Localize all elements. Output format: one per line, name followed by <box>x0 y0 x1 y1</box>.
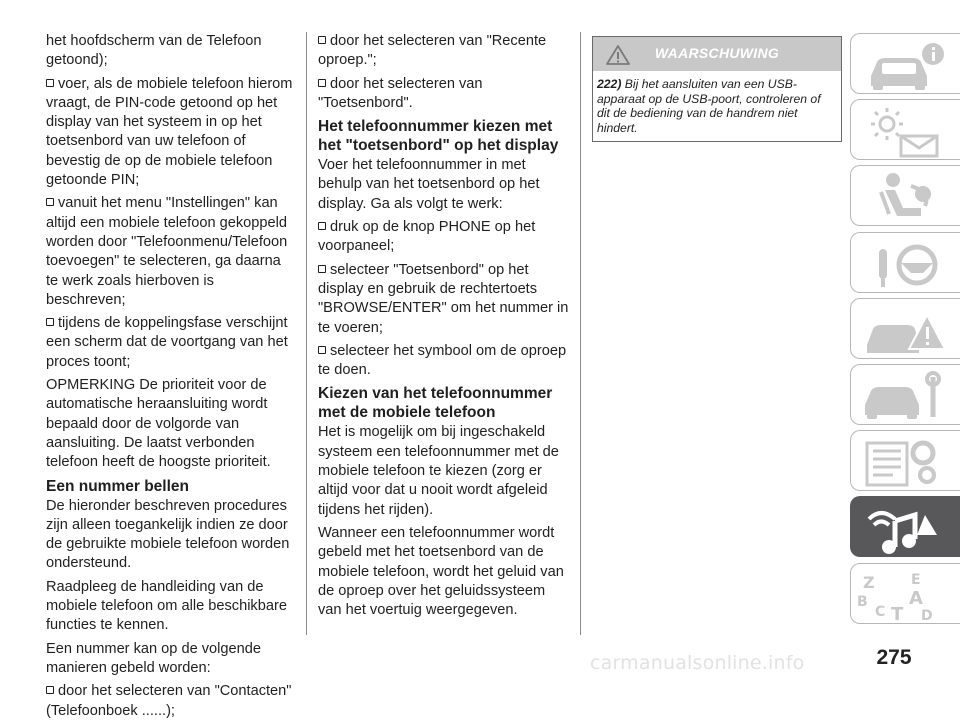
checkbox-bullet-icon <box>318 79 326 87</box>
warning-triangle-icon <box>605 44 631 71</box>
text: door het selecteren van "Recente oproep."; <box>318 33 547 69</box>
text: Voer het telefoonnummer in met behulp van het toetsenbord op het display. Ga als volgt te werk: <box>318 157 540 212</box>
text: tijdens de koppelingsfase verschijnt een scherm dat de voortgang van het proces toont; <box>46 315 288 370</box>
text: het hoofdscherm van de Telefoon getoond); <box>46 33 262 69</box>
bullet-item <box>46 75 296 191</box>
column-left <box>46 32 296 725</box>
text: Een nummer kan op de volgende manieren gebeld worden: <box>46 640 261 676</box>
chapter-tab[interactable] <box>850 165 960 226</box>
svg-text:Z: Z <box>863 572 875 592</box>
paragraph <box>46 640 296 679</box>
column-right <box>592 36 842 142</box>
chapter-tab[interactable] <box>850 430 960 491</box>
bullet-item <box>46 314 296 372</box>
section-heading <box>318 117 572 155</box>
chapter-tab[interactable] <box>850 99 960 160</box>
bullet-item <box>46 682 296 721</box>
warning-number: 222) <box>597 77 622 91</box>
paragraph <box>46 376 296 472</box>
car-info-icon <box>851 34 960 95</box>
paragraph <box>318 156 572 214</box>
column-middle <box>318 32 572 624</box>
airbag-seat-icon <box>851 166 960 227</box>
warning-header <box>593 37 841 71</box>
text: druk op de knop PHONE op het voorpaneel; <box>318 219 536 255</box>
bullet-item <box>318 75 572 114</box>
svg-text:E: E <box>911 571 921 588</box>
text: Raadpleeg de handleiding van de mobiele telefoon om alle beschikbare functies te kennen. <box>46 578 287 634</box>
svg-text:D: D <box>921 607 933 624</box>
text: Het is mogelijk om bij ingeschakeld systeem een telefoonnummer met de mobiele telefoon te kiezen (zorg er altijd voor dat u nooit wordt afgeleid tijdens het rijden). <box>318 424 559 518</box>
bullet-item <box>318 218 572 257</box>
checkbox-bullet-icon <box>318 222 326 230</box>
svg-text:C: C <box>875 603 886 620</box>
multimedia-music-icon <box>851 497 960 558</box>
checkbox-bullet-icon <box>46 318 54 326</box>
car-warning-icon <box>851 299 960 360</box>
chapter-tab[interactable] <box>850 33 960 94</box>
chapter-tab[interactable] <box>850 563 960 624</box>
checkbox-bullet-icon <box>46 79 54 87</box>
section-heading <box>46 477 296 496</box>
checkbox-bullet-icon <box>46 686 54 694</box>
svg-text:T: T <box>891 603 904 625</box>
checkbox-bullet-icon <box>318 36 326 44</box>
chapter-tab[interactable] <box>850 232 960 293</box>
checkbox-bullet-icon <box>318 346 326 354</box>
warning-title: WAARSCHUWING <box>654 45 780 62</box>
key-steering-wheel-icon <box>851 233 960 294</box>
text: Het telefoonnummer kiezen met het "toetsenbord" op het display <box>318 118 559 155</box>
bullet-item <box>318 342 572 381</box>
paragraph <box>46 497 296 574</box>
paragraph <box>46 32 296 71</box>
warning-body: Bij het aansluiten van een USB-apparaat op de USB-poort, controleren of dit de bediening van de handrem niet hindert. <box>597 77 821 135</box>
text: vanuit het menu "Instellingen" kan altijd een mobiele telefoon gekoppeld worden door "Telefoonmenu/Telefoon toevoegen" te selecteren, ga daarna te werk zoals hierboven is beschreven; <box>46 195 288 308</box>
column-divider <box>306 32 307 635</box>
watermark: carmanualsonline.info <box>590 652 805 674</box>
text: De hieronder beschreven procedures zijn alleen toegankelijk indien ze door de gebruikte mobiele telefoon worden ondersteund. <box>46 497 290 572</box>
checkbox-bullet-icon <box>46 198 54 206</box>
text: OPMERKING De prioriteit voor de automatische heraansluiting wordt bepaald door de volgorde van aansluiting. De laatst verbonden telefoon heeft de hoogste prioriteit. <box>46 377 271 471</box>
text: Een nummer bellen <box>46 477 189 495</box>
text: selecteer het symbool om de oproep te doen. <box>318 342 567 379</box>
chapter-tabs <box>850 33 960 629</box>
paragraph <box>318 423 572 519</box>
text: Kiezen van het telefoonnummer met de mobiele telefoon <box>318 385 553 422</box>
bullet-item <box>318 261 572 338</box>
text: Wanneer een telefoonnummer wordt gebeld met het toetsenbord van de mobiele telefoon, wordt het geluid van de oproep over het geluidssysteem van het voertuig weergegeven. <box>318 524 564 619</box>
svg-text:A: A <box>909 587 923 609</box>
chapter-tab[interactable] <box>850 364 960 425</box>
text: selecteer "Toetsenbord" op het display en gebruik de rechtertoets "BROWSE/ENTER" om het nummer in te voeren; <box>318 261 569 336</box>
paragraph <box>318 524 572 620</box>
dashboard-lights-icon <box>851 100 960 161</box>
warning-text <box>593 71 841 141</box>
car-wrench-icon <box>851 365 960 426</box>
chapter-tab[interactable] <box>850 298 960 359</box>
bullet-item <box>318 32 572 71</box>
page-number: 275 <box>876 646 912 669</box>
section-heading <box>318 384 572 422</box>
warning-box <box>592 36 842 142</box>
svg-text:B: B <box>857 593 868 610</box>
checkbox-bullet-icon <box>318 265 326 273</box>
paragraph <box>46 578 296 636</box>
specs-gear-icon <box>851 431 960 492</box>
text: door het selecteren van "Toetsenbord". <box>318 75 483 111</box>
column-divider <box>580 32 581 635</box>
chapter-tab[interactable] <box>850 496 960 557</box>
text: voer, als de mobiele telefoon hierom vraagt, de PIN-code getoond op het display van het systeem in op het toetsenbord van uw telefoon of bevestig de op de mobiele telefoon getoonde PIN; <box>46 75 293 189</box>
bullet-item <box>46 194 296 310</box>
alphabet-index-icon <box>851 564 960 625</box>
text: door het selecteren van "Contacten" (Telefoonboek ......); <box>46 683 292 719</box>
